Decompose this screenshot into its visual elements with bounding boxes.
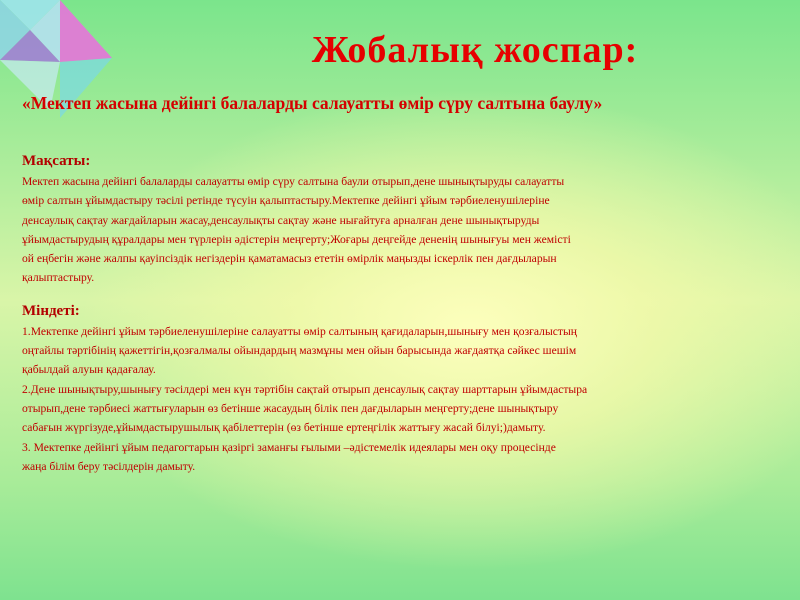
goal-heading: Мақсаты: <box>22 153 91 169</box>
goal-line: денсаулық сақтау жағдайларын жасау,денсаулықты сақтау және нығайтуға арналған дене шынықтыруды <box>22 213 540 227</box>
goal-line: өмір салтын ұйымдастыру тәсілі ретінде түсуін қалыптастыру.Мектепке дейінгі ұйым тәрбиеленушілеріне <box>22 194 550 208</box>
goal-line: ой еңбегін және жалпы қауіпсіздік негіздерін қаматамасыз ететін өмірлік маңызды іскерлік пен дағдыларын <box>22 252 557 266</box>
task-line: отырып,дене тәрбиесі жаттығуларын өз бетінше жасаудың білік пен дағдыларын меңгерту;дене шынықтыру <box>22 401 559 415</box>
content-body <box>22 150 782 476</box>
task-line: қабылдай алуын қадағалау. <box>22 363 156 377</box>
task-line: сабағын жүргізуде,ұйымдастырушылық қабілеттерін (өз бетінше ертеңгілік жаттығу жасай білуі;)дамыту. <box>22 421 546 435</box>
task-line: 3. Мектепке дейінгі ұйым педагогтарын қазіргі заманғы ғылыми –әдістемелік идеялары мен оқу процесінде <box>22 440 556 454</box>
page-title: Жобалық жоспар: <box>311 29 639 71</box>
goal-line: Мектеп жасына дейінгі балаларды салауатты өмір сүру салтына баули отырып,дене шынықтыруды салауатты <box>22 175 565 188</box>
goal-line: қалыптастыру. <box>22 271 95 285</box>
task-line: 1.Мектепке дейінгі ұйым тәрбиеленушілеріне салауатты өмір салтының қағидаларын,шынығу мен қозғалыстың <box>22 324 577 338</box>
task-line: жаңа білім беру тәсілдерін дамыту. <box>22 459 196 473</box>
goal-line: ұйымдастырудың құралдары мен түрлерін әдістерін меңгерту;Жоғары деңгейде дененің шынығуы мен жемісті <box>22 232 571 246</box>
tasks-heading: Міндеті: <box>22 302 80 319</box>
task-line: 2.Дене шынықтыру,шынығу тәсілдері мен күн тәртібін сақтай отырып денсаулық сақтау шарттарын ұйымдастыра <box>22 382 588 396</box>
task-line: оңтайлы тәртібінің қажеттігін,қозғалмалы ойындардың мазмұны мен ойын барысында жағдаятқа сәйкес шешім <box>22 344 577 358</box>
section-gap <box>22 288 782 300</box>
project-subtitle: «Мектеп жасына дейінгі балаларды салауатты өмір сүру салтына баулу» <box>22 93 603 113</box>
